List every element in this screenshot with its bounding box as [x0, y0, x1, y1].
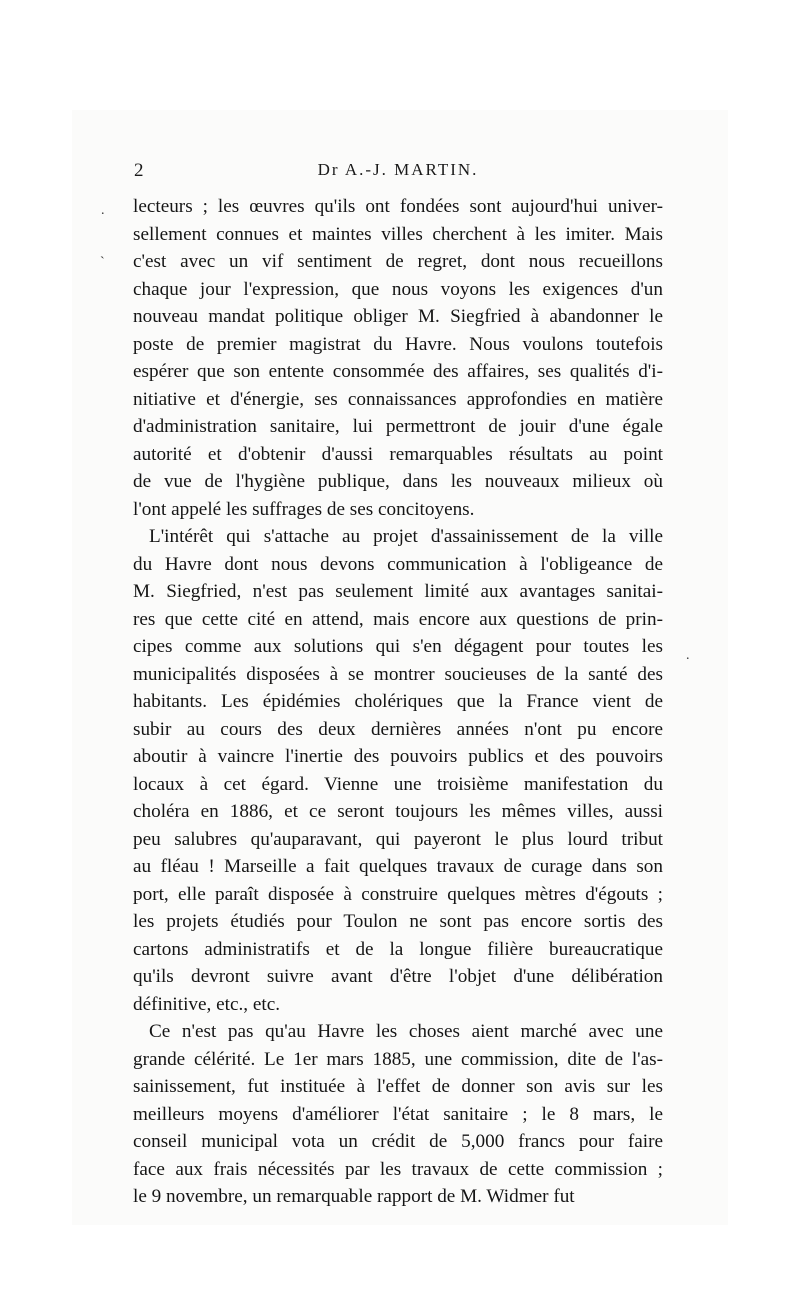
- page-header: [128, 160, 668, 190]
- author-name: A.-J. MARTIN.: [344, 160, 479, 179]
- text-line: cipes comme aux solutions qui s'en dégagent pour toutes les: [133, 636, 663, 657]
- text-line: autorité et d'obtenir d'aussi remarquables résultats au point: [133, 443, 663, 465]
- text-line: face aux frais nécessités par les travaux de cette commission ;: [133, 1158, 663, 1180]
- text-line: Ce n'est pas qu'au Havre les choses aient marché avec une: [149, 1021, 663, 1042]
- text-line: espérer que son entente consommée des affaires, ses qualités d'i-: [133, 361, 663, 382]
- text-line: c'est avec un vif sentiment de regret, dont nous recueillons: [133, 251, 663, 272]
- text-line: de vue de l'hygiène publique, dans les nouveaux milieux où: [133, 471, 663, 492]
- text-line: au fléau ! Marseille a fait quelques travaux de curage dans son: [133, 856, 663, 877]
- text-line: nitiative et d'énergie, ses connaissances approfondies en matière: [133, 388, 663, 410]
- paragraph: [133, 193, 663, 523]
- text-line: subir au cours des deux dernières années n'ont pu encore: [133, 718, 663, 740]
- paragraph: [133, 523, 663, 1018]
- text-line: cartons administratifs et de la longue filière bureaucratique: [133, 938, 663, 960]
- text-line: res que cette cité en attend, mais encore aux questions de prin-: [133, 608, 663, 630]
- text-line: conseil municipal vota un crédit de 5,000 francs pour faire: [133, 1131, 663, 1152]
- text-line: chaque jour l'expression, que nous voyons les exigences d'un: [133, 278, 663, 300]
- text-line: sellement connues et maintes villes cherchent à les imiter. Mais: [133, 223, 663, 245]
- text-line: peu salubres qu'auparavant, qui payeront le plus lourd tribut: [133, 828, 663, 850]
- text-line: l'ont appelé les suffrages de ses concitoyens.: [133, 498, 475, 520]
- text-line: définitive, etc., etc.: [133, 993, 281, 1015]
- text-line: locaux à cet égard. Vienne une troisième manifestation du: [133, 773, 663, 795]
- body-text: [133, 193, 663, 1211]
- text-line: grande célérité. Le 1er mars 1885, une commission, dite de l'as-: [133, 1048, 663, 1070]
- text-line: municipalités disposées à se montrer soucieuses de la santé des: [133, 663, 663, 685]
- text-line: habitants. Les épidémies cholériques que la France vient de: [133, 691, 663, 712]
- text-line: d'administration sanitaire, lui permettront de jouir d'une égale: [133, 416, 663, 437]
- text-line: le 9 novembre, un remarquable rapport de M. Widmer fut: [133, 1186, 575, 1207]
- text-line: nouveau mandat politique obliger M. Siegfried à abandonner le: [133, 306, 663, 327]
- text-line: lecteurs ; les œuvres qu'ils ont fondées sont aujourd'hui univer-: [133, 196, 663, 217]
- margin-mark: .: [101, 203, 105, 218]
- running-head: [128, 160, 668, 180]
- text-line: meilleurs moyens d'améliorer l'état sanitaire ; le 8 mars, le: [133, 1103, 663, 1125]
- paragraph: [133, 1018, 663, 1211]
- text-line: aboutir à vaincre l'inertie des pouvoirs publics et des pouvoirs: [133, 746, 663, 767]
- text-line: qu'ils devront suivre avant d'être l'objet d'une délibération: [133, 966, 663, 987]
- author-prefix: Dr: [317, 160, 340, 179]
- text-line: M. Siegfried, n'est pas seulement limité aux avantages sanitai-: [133, 581, 663, 602]
- text-line: port, elle paraît disposée à construire quelques mètres d'égouts ;: [133, 883, 663, 905]
- text-line: L'intérêt qui s'attache au projet d'assainissement de la ville: [149, 526, 663, 547]
- margin-mark: .: [686, 648, 690, 663]
- text-line: les projets étudiés pour Toulon ne sont pas encore sortis des: [133, 911, 663, 932]
- text-line: poste de premier magistrat du Havre. Nous voulons toutefois: [133, 333, 663, 355]
- page-number: 2: [134, 160, 144, 181]
- margin-mark: `: [100, 255, 105, 270]
- text-line: choléra en 1886, et ce seront toujours les mêmes villes, aussi: [133, 801, 663, 822]
- text-line: sainissement, fut instituée à l'effet de donner son avis sur les: [133, 1076, 663, 1097]
- text-line: du Havre dont nous devons communication à l'obligeance de: [133, 553, 663, 575]
